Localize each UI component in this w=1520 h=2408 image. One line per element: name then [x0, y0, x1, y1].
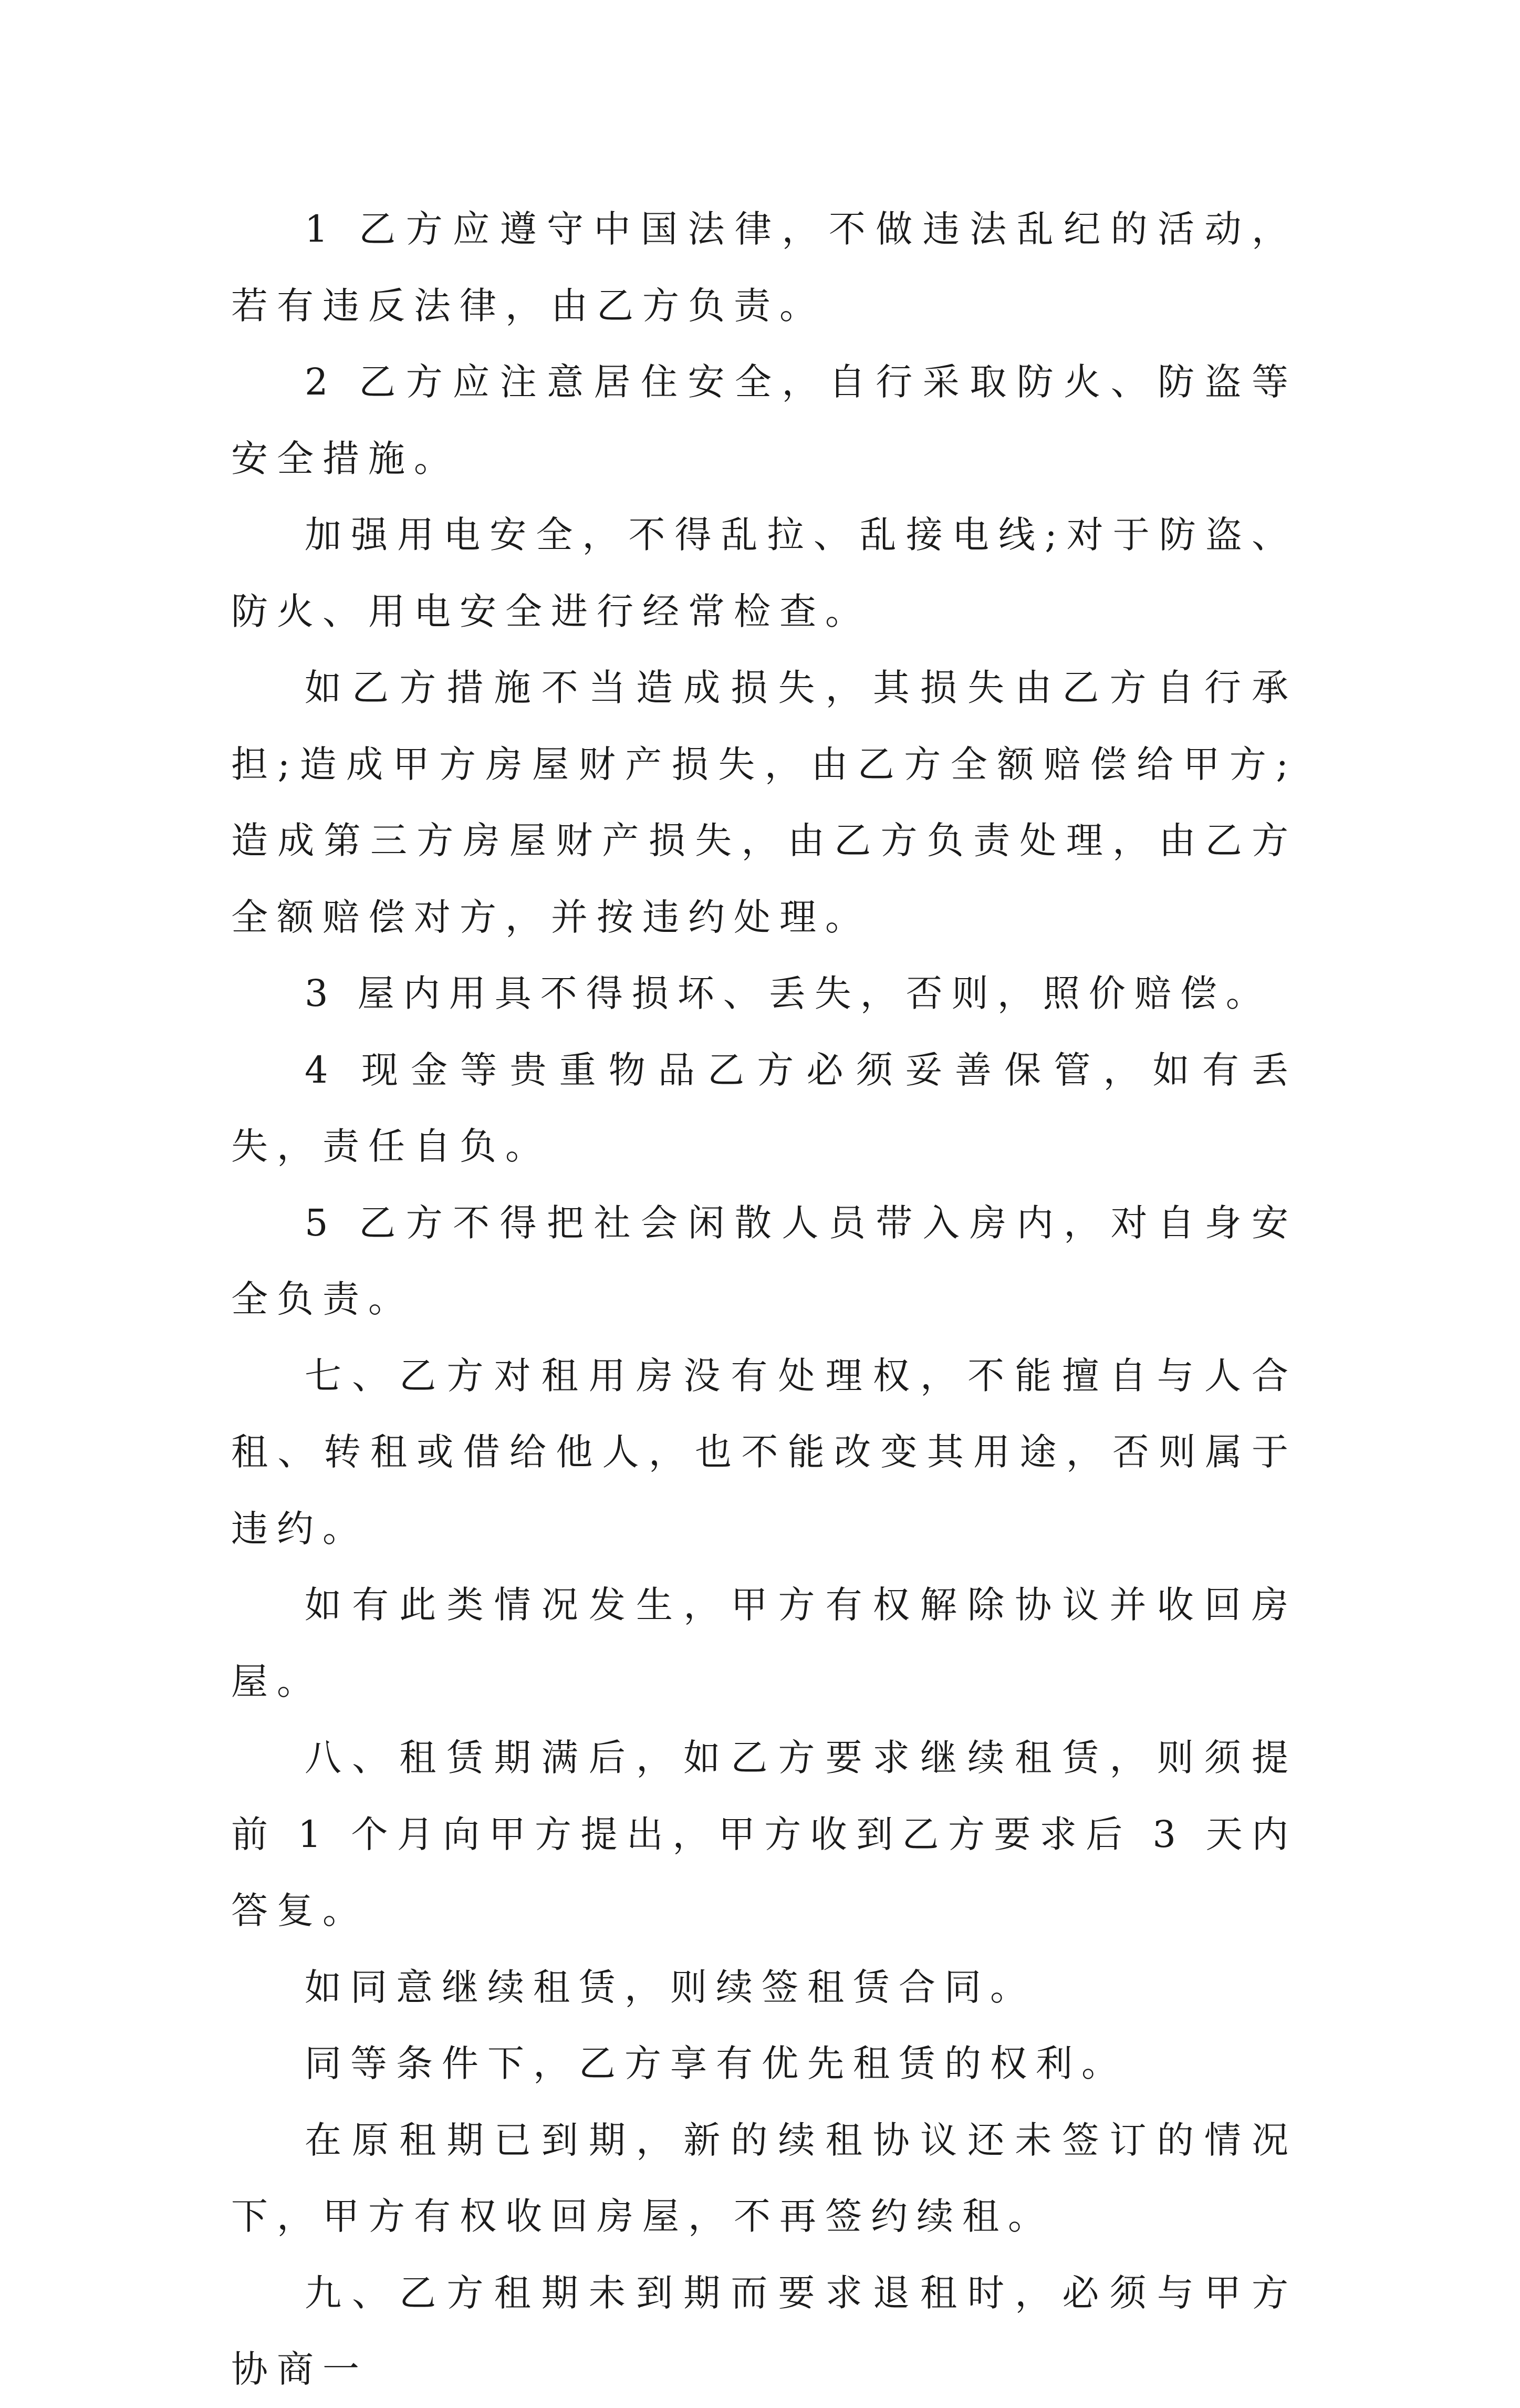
paragraph-section-9: 九、乙方租期未到期而要求退租时，必须与甲方协商一 [231, 2271, 1297, 2391]
paragraph-expiry: 在原租期已到期，新的续租协议还未签订的情况下，甲方有权收回房屋，不再签约续租。 [231, 2118, 1297, 2238]
paragraph-priority-right: 同等条件下，乙方享有优先租赁的权利。 [305, 2042, 1127, 2085]
paragraph-termination-right: 如有此类情况发生，甲方有权解除协议并收回房屋。 [231, 1583, 1297, 1703]
paragraph-electric-safety: 加强用电安全，不得乱拉、乱接电线;对于防盗、防火、用电安全进行经常检查。 [231, 513, 1297, 633]
paragraph-clause-2: 2 乙方应注意居住安全，自行采取防火、防盗等安全措施。 [231, 360, 1297, 480]
paragraph-clause-4: 4 现金等贵重物品乙方必须妥善保管，如有丢失，责任自负。 [231, 1048, 1297, 1168]
paragraph-clause-3: 3 屋内用具不得损坏、丢失，否则，照价赔偿。 [305, 972, 1272, 1015]
paragraph-loss-liability: 如乙方措施不当造成损失，其损失由乙方自行承担;造成甲方房屋财产损失，由乙方全额赔偿给甲方;造成第三方房屋财产损失，由乙方负责处理，由乙方全额赔偿对方，并按违约处理。 [231, 666, 1297, 939]
paragraph-clause-1: 1 乙方应遵守中国法律，不做违法乱纪的活动，若有违反法律，由乙方负责。 [231, 207, 1297, 327]
paragraph-section-7: 七、乙方对租用房没有处理权，不能擅自与人合租、转租或借给他人，也不能改变其用途，否则属于违约。 [231, 1354, 1297, 1550]
paragraph-renewal: 如同意继续租赁，则续签租赁合同。 [305, 1965, 1036, 2009]
paragraph-clause-5: 5 乙方不得把社会闲散人员带入房内，对自身安全负责。 [231, 1201, 1297, 1321]
document-body [231, 191, 1297, 2408]
paragraph-section-8: 八、租赁期满后，如乙方要求继续租赁，则须提前 1 个月向甲方提出，甲方收到乙方要求后 3 天内答复。 [231, 1736, 1297, 1932]
